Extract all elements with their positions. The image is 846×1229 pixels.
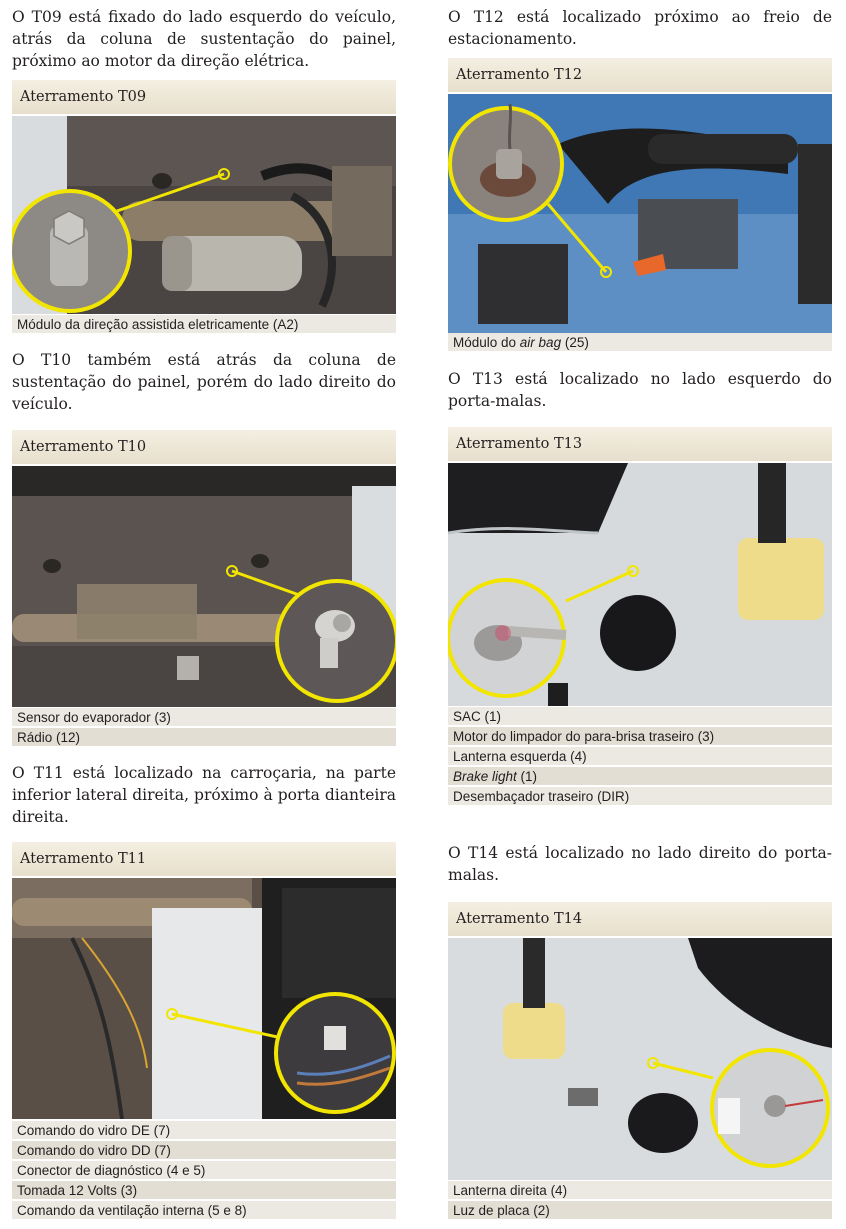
t14-header: [448, 902, 832, 936]
t09-header: [12, 80, 396, 114]
t14-caption-1: Lanterna direita (4): [448, 1181, 832, 1200]
t13-caption-2: Motor do limpador do para-brisa traseiro (3): [448, 727, 832, 746]
t12-photo: [448, 94, 832, 333]
t10-header-label: Aterramento T10: [20, 439, 147, 455]
t12-caption-italic: air bag: [519, 335, 562, 350]
t11-caption-2: Comando do vidro DD (7): [12, 1141, 396, 1160]
t12-caption-prefix: Módulo do: [453, 335, 520, 350]
t12-header: [448, 58, 832, 92]
t13-caption-italic: Brake light: [453, 769, 517, 784]
t13-caption-5: Desembaçador traseiro (DIR): [448, 787, 832, 806]
t09-photo: [12, 116, 396, 314]
t09-caption-1: Módulo da direção assistida eletricamente (A2): [12, 315, 396, 334]
t14-photo: [448, 938, 832, 1180]
t14-caption-2: Luz de placa (2): [448, 1201, 832, 1220]
t14-header-label: Aterramento T14: [456, 911, 583, 927]
t13-caption-3: Lanterna esquerda (4): [448, 747, 832, 766]
t13-header: [448, 427, 832, 461]
t11-caption-5: Comando da ventilação interna (5 e 8): [12, 1201, 396, 1220]
t09-intro: O T09 está fixado do lado esquerdo do veículo, atrás da coluna de sustentação do painel, próximo ao motor da direção elétrica.: [12, 8, 396, 70]
t12-intro: O T12 está localizado próximo ao freio de estacionamento.: [448, 8, 832, 48]
t10-header: [12, 430, 396, 464]
t12-header-label: Aterramento T12: [456, 67, 583, 83]
t13-caption-italic-suffix: (1): [516, 769, 538, 784]
t11-caption-1: Comando do vidro DE (7): [12, 1121, 396, 1140]
t13-caption-4: [448, 767, 832, 786]
t11-header-label: Aterramento T11: [20, 851, 147, 867]
t11-intro: O T11 está localizado na carroçaria, na parte inferior lateral direita, próximo à porta dianteira direita.: [12, 764, 396, 826]
t13-intro: O T13 está localizado no lado esquerdo do porta-malas.: [448, 370, 832, 410]
t10-caption-2: Rádio (12): [12, 728, 396, 747]
t11-caption-3: Conector de diagnóstico (4 e 5): [12, 1161, 396, 1180]
t12-caption-1: [448, 333, 832, 352]
t10-photo: [12, 466, 396, 707]
t11-header: [12, 842, 396, 876]
t10-intro: O T10 também está atrás da coluna de sustentação do painel, porém do lado direito do veículo.: [12, 351, 396, 413]
t09-header-label: Aterramento T09: [20, 89, 147, 105]
t10-caption-1: Sensor do evaporador (3): [12, 708, 396, 727]
t12-caption-suffix: (25): [561, 335, 589, 350]
t13-header-label: Aterramento T13: [456, 436, 583, 452]
t13-caption-1: SAC (1): [448, 707, 832, 726]
t13-photo: [448, 463, 832, 706]
t11-caption-4: Tomada 12 Volts (3): [12, 1181, 396, 1200]
t11-photo: [12, 878, 396, 1119]
t14-intro: O T14 está localizado no lado direito do porta-malas.: [448, 844, 832, 884]
